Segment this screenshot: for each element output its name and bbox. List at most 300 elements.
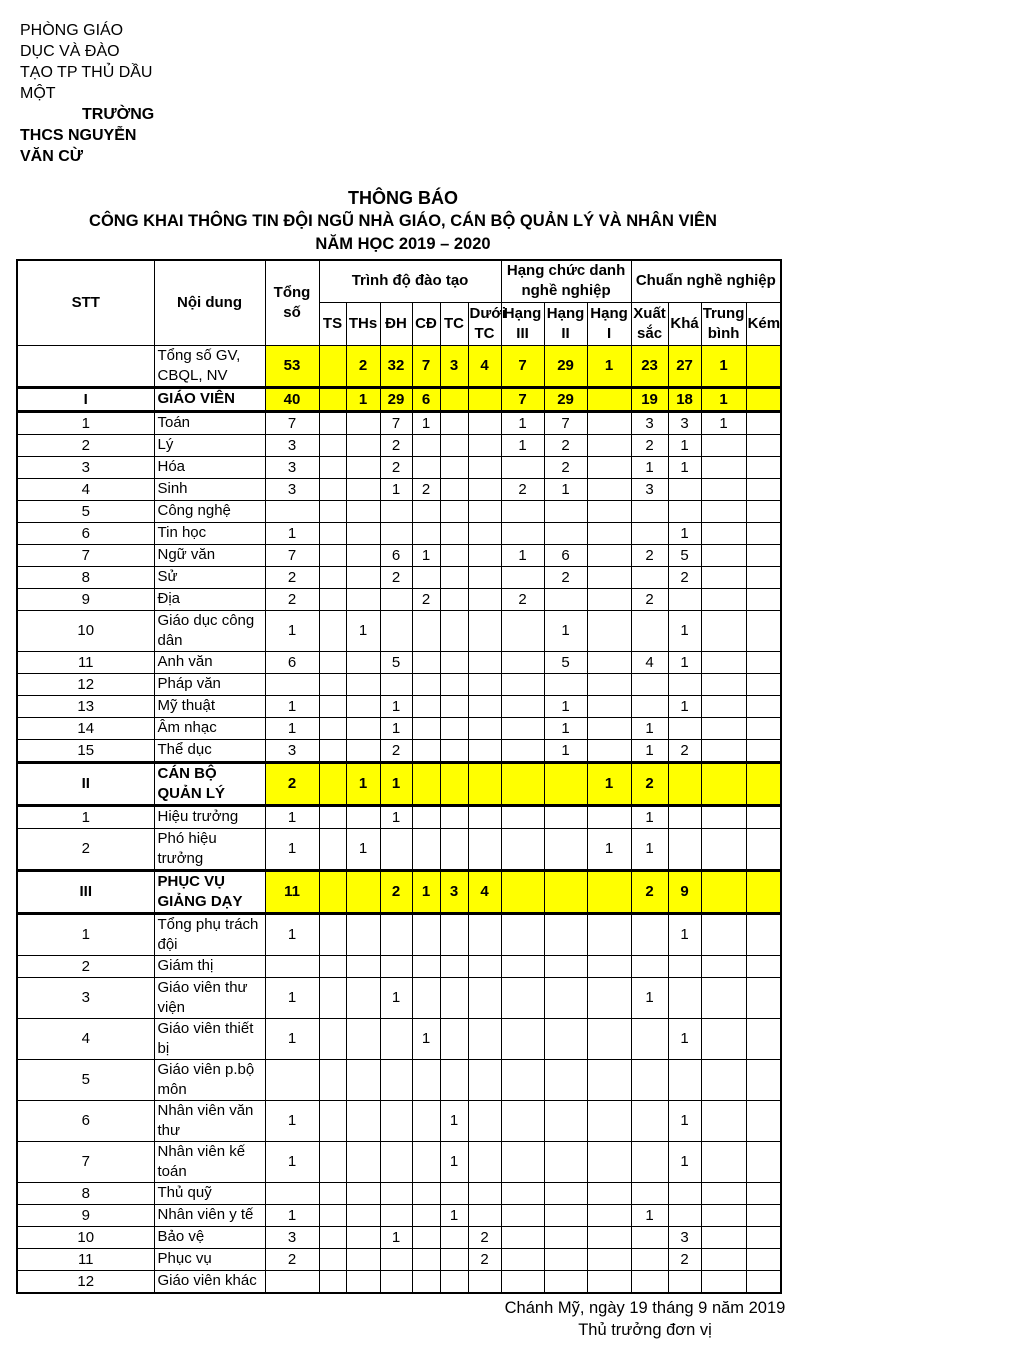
- cell-value: [346, 522, 380, 544]
- cell-stt: I: [17, 387, 154, 411]
- cell-value: [746, 955, 781, 977]
- cell-value: [346, 1059, 380, 1100]
- cell-value: [587, 717, 631, 739]
- cell-value: [468, 805, 501, 828]
- cell-value: [319, 1100, 346, 1141]
- cell-value: [346, 717, 380, 739]
- cell-value: 1: [440, 1100, 468, 1141]
- cell-value: [501, 1204, 544, 1226]
- cell-value: [746, 695, 781, 717]
- cell-value: [631, 500, 668, 522]
- cell-value: [544, 1182, 587, 1204]
- cell-value: [544, 870, 587, 913]
- cell-noi-dung: Tin học: [154, 522, 265, 544]
- column-header-xuat-sac: Xuất sắc: [631, 302, 668, 345]
- cell-value: [412, 913, 440, 955]
- table-row: [17, 1018, 781, 1059]
- document-content: [16, 259, 806, 1341]
- cell-value: [631, 1226, 668, 1248]
- cell-stt: 1: [17, 411, 154, 434]
- cell-value: [412, 762, 440, 805]
- table-row: [17, 673, 781, 695]
- cell-value: [319, 651, 346, 673]
- cell-value: 53: [265, 345, 319, 387]
- cell-value: 1: [265, 717, 319, 739]
- cell-stt: 7: [17, 544, 154, 566]
- cell-value: 1: [544, 695, 587, 717]
- table-row: [17, 566, 781, 588]
- cell-value: 23: [631, 345, 668, 387]
- column-header-duoi-tc: Dưới TC: [468, 302, 501, 345]
- cell-value: [668, 717, 701, 739]
- cell-value: [468, 828, 501, 870]
- cell-value: [631, 610, 668, 651]
- cell-value: [587, 610, 631, 651]
- column-header-tong-so: Tổng số: [265, 260, 319, 345]
- cell-value: [380, 522, 412, 544]
- cell-value: [412, 1248, 440, 1270]
- cell-value: [440, 1182, 468, 1204]
- cell-value: [346, 1248, 380, 1270]
- issuing-office-line: DỤC VÀ ĐÀO: [20, 43, 120, 60]
- cell-value: [319, 1059, 346, 1100]
- cell-value: [440, 805, 468, 828]
- cell-value: [631, 1100, 668, 1141]
- cell-value: 2: [412, 588, 440, 610]
- cell-value: 29: [544, 387, 587, 411]
- cell-value: [440, 695, 468, 717]
- cell-value: [440, 566, 468, 588]
- cell-noi-dung: PHỤC VỤ GIẢNG DẠY: [154, 870, 265, 913]
- cell-value: [587, 651, 631, 673]
- table-row: [17, 695, 781, 717]
- cell-value: [319, 977, 346, 1018]
- cell-noi-dung: Giáo dục công dân: [154, 610, 265, 651]
- cell-value: [468, 411, 501, 434]
- cell-value: [746, 434, 781, 456]
- cell-stt: 13: [17, 695, 154, 717]
- cell-noi-dung: Giáo viên p.bộ môn: [154, 1059, 265, 1100]
- cell-value: [468, 762, 501, 805]
- column-header-dh: ĐH: [380, 302, 412, 345]
- cell-value: 3: [631, 411, 668, 434]
- cell-value: [544, 913, 587, 955]
- cell-value: [746, 478, 781, 500]
- cell-value: [412, 955, 440, 977]
- cell-value: [265, 500, 319, 522]
- cell-value: 1: [440, 1141, 468, 1182]
- cell-value: 1: [631, 717, 668, 739]
- cell-value: [544, 1018, 587, 1059]
- table-row: [17, 387, 781, 411]
- cell-value: [440, 913, 468, 955]
- cell-stt: III: [17, 870, 154, 913]
- cell-value: [440, 651, 468, 673]
- column-header-hang-i: Hạng I: [587, 302, 631, 345]
- table-row: [17, 345, 781, 387]
- cell-value: [346, 544, 380, 566]
- cell-value: 1: [631, 1204, 668, 1226]
- cell-value: [319, 522, 346, 544]
- cell-value: [631, 955, 668, 977]
- cell-value: [746, 411, 781, 434]
- cell-value: 1: [501, 544, 544, 566]
- cell-value: [668, 762, 701, 805]
- cell-value: [746, 1141, 781, 1182]
- cell-value: [412, 739, 440, 762]
- cell-value: [668, 805, 701, 828]
- cell-value: [668, 1270, 701, 1293]
- table-row: [17, 411, 781, 434]
- cell-value: [346, 651, 380, 673]
- cell-value: [631, 1141, 668, 1182]
- staff-table-body: [17, 345, 781, 1293]
- cell-value: 1: [668, 434, 701, 456]
- table-row: [17, 544, 781, 566]
- table-row: [17, 651, 781, 673]
- cell-value: [468, 673, 501, 695]
- cell-value: [380, 1100, 412, 1141]
- cell-value: [631, 1270, 668, 1293]
- cell-value: [440, 739, 468, 762]
- cell-value: [587, 1059, 631, 1100]
- cell-value: [468, 588, 501, 610]
- cell-value: [468, 1100, 501, 1141]
- cell-value: [587, 1018, 631, 1059]
- cell-value: 3: [668, 411, 701, 434]
- cell-value: [587, 977, 631, 1018]
- cell-value: 1: [587, 345, 631, 387]
- cell-value: 2: [380, 739, 412, 762]
- signature-title: Thủ trưởng đơn vị: [578, 1320, 712, 1339]
- cell-noi-dung: Nhân viên văn thư: [154, 1100, 265, 1141]
- cell-stt: 12: [17, 673, 154, 695]
- cell-value: [501, 673, 544, 695]
- cell-value: [544, 1270, 587, 1293]
- cell-value: [468, 434, 501, 456]
- school-year: NĂM HỌC 2019 – 2020: [315, 235, 491, 253]
- cell-value: [468, 456, 501, 478]
- cell-value: [468, 1141, 501, 1182]
- cell-value: 4: [631, 651, 668, 673]
- table-row: [17, 828, 781, 870]
- cell-value: 7: [265, 544, 319, 566]
- cell-stt: 2: [17, 955, 154, 977]
- cell-value: [380, 955, 412, 977]
- cell-value: [319, 1182, 346, 1204]
- cell-value: [587, 1248, 631, 1270]
- cell-value: 1: [380, 478, 412, 500]
- column-group-hang-chuc-danh: Hạng chức danh nghề nghiệp: [501, 260, 631, 302]
- cell-value: [468, 1182, 501, 1204]
- cell-value: [587, 478, 631, 500]
- cell-value: 1: [265, 977, 319, 1018]
- table-row: [17, 1270, 781, 1293]
- cell-value: [412, 977, 440, 1018]
- cell-value: [746, 544, 781, 566]
- cell-value: [440, 828, 468, 870]
- cell-value: [701, 1270, 746, 1293]
- cell-value: [631, 673, 668, 695]
- cell-value: 1: [701, 387, 746, 411]
- cell-value: 4: [468, 345, 501, 387]
- cell-value: 2: [265, 566, 319, 588]
- cell-value: 2: [468, 1226, 501, 1248]
- cell-value: 1: [346, 762, 380, 805]
- cell-value: [544, 762, 587, 805]
- cell-noi-dung: Giáo viên khác: [154, 1270, 265, 1293]
- cell-value: [346, 739, 380, 762]
- cell-value: [346, 1226, 380, 1248]
- cell-value: [746, 673, 781, 695]
- cell-value: 3: [265, 739, 319, 762]
- cell-value: [746, 762, 781, 805]
- cell-value: 1: [544, 610, 587, 651]
- cell-value: [468, 1059, 501, 1100]
- cell-stt: 4: [17, 478, 154, 500]
- cell-value: [587, 500, 631, 522]
- cell-noi-dung: Sinh: [154, 478, 265, 500]
- table-row: [17, 610, 781, 651]
- cell-value: [587, 411, 631, 434]
- cell-value: [501, 828, 544, 870]
- cell-value: 6: [544, 544, 587, 566]
- cell-value: 5: [668, 544, 701, 566]
- cell-noi-dung: Giáo viên thiết bị: [154, 1018, 265, 1059]
- cell-value: [380, 610, 412, 651]
- cell-value: [412, 500, 440, 522]
- cell-value: 2: [380, 456, 412, 478]
- cell-value: 1: [501, 434, 544, 456]
- cell-value: [587, 456, 631, 478]
- column-header-cd: CĐ: [412, 302, 440, 345]
- cell-value: [319, 1270, 346, 1293]
- cell-value: [265, 1059, 319, 1100]
- table-row: [17, 805, 781, 828]
- cell-noi-dung: Toán: [154, 411, 265, 434]
- cell-noi-dung: CÁN BỘ QUẢN LÝ: [154, 762, 265, 805]
- cell-stt: 10: [17, 610, 154, 651]
- cell-value: [746, 1059, 781, 1100]
- cell-value: [668, 1204, 701, 1226]
- cell-value: [380, 1059, 412, 1100]
- cell-noi-dung: Phục vụ: [154, 1248, 265, 1270]
- cell-value: 2: [668, 566, 701, 588]
- cell-value: [701, 434, 746, 456]
- cell-value: 3: [265, 478, 319, 500]
- cell-value: [501, 977, 544, 1018]
- cell-value: [746, 717, 781, 739]
- cell-value: 1: [587, 828, 631, 870]
- table-row: [17, 1226, 781, 1248]
- cell-value: [746, 345, 781, 387]
- cell-value: [746, 913, 781, 955]
- cell-value: [346, 1270, 380, 1293]
- cell-value: [544, 1226, 587, 1248]
- cell-noi-dung: Sử: [154, 566, 265, 588]
- cell-value: [319, 762, 346, 805]
- cell-noi-dung: Lý: [154, 434, 265, 456]
- cell-value: [701, 500, 746, 522]
- cell-value: [412, 1059, 440, 1100]
- cell-value: 1: [544, 717, 587, 739]
- cell-value: 1: [412, 411, 440, 434]
- cell-value: [412, 695, 440, 717]
- cell-value: [440, 588, 468, 610]
- cell-value: [346, 500, 380, 522]
- cell-value: [412, 1204, 440, 1226]
- cell-value: [380, 1182, 412, 1204]
- table-row: [17, 456, 781, 478]
- cell-value: [701, 1204, 746, 1226]
- cell-value: [701, 610, 746, 651]
- table-row: [17, 434, 781, 456]
- cell-value: [319, 673, 346, 695]
- cell-value: [468, 1270, 501, 1293]
- cell-stt: 1: [17, 913, 154, 955]
- cell-value: [501, 913, 544, 955]
- cell-value: 3: [440, 345, 468, 387]
- cell-value: [746, 828, 781, 870]
- cell-stt: 15: [17, 739, 154, 762]
- school-name-line: VĂN CỪ: [20, 148, 84, 165]
- cell-stt: 8: [17, 1182, 154, 1204]
- cell-value: [746, 1100, 781, 1141]
- cell-value: [746, 500, 781, 522]
- cell-value: 40: [265, 387, 319, 411]
- cell-value: 1: [380, 695, 412, 717]
- cell-value: [746, 1270, 781, 1293]
- cell-value: 2: [265, 588, 319, 610]
- cell-value: [440, 1270, 468, 1293]
- cell-noi-dung: Nhân viên kế toán: [154, 1141, 265, 1182]
- cell-stt: II: [17, 762, 154, 805]
- table-row: [17, 1141, 781, 1182]
- cell-value: [440, 1226, 468, 1248]
- cell-value: [346, 977, 380, 1018]
- document-subtitle: CÔNG KHAI THÔNG TIN ĐỘI NGŨ NHÀ GIÁO, CÁN BỘ QUẢN LÝ VÀ NHÂN VIÊN: [89, 212, 717, 230]
- cell-value: [587, 739, 631, 762]
- cell-stt: 3: [17, 456, 154, 478]
- cell-stt: 2: [17, 434, 154, 456]
- cell-value: [501, 1270, 544, 1293]
- cell-value: [501, 651, 544, 673]
- cell-value: 1: [265, 1141, 319, 1182]
- column-header-tc: TC: [440, 302, 468, 345]
- cell-value: [265, 1182, 319, 1204]
- cell-noi-dung: Tổng phụ trách đội: [154, 913, 265, 955]
- cell-value: [746, 805, 781, 828]
- cell-value: 1: [631, 805, 668, 828]
- cell-stt: 6: [17, 522, 154, 544]
- cell-value: [587, 695, 631, 717]
- cell-value: [380, 913, 412, 955]
- cell-value: [501, 566, 544, 588]
- cell-value: 1: [265, 805, 319, 828]
- cell-value: 18: [668, 387, 701, 411]
- cell-value: [701, 651, 746, 673]
- cell-value: 5: [380, 651, 412, 673]
- cell-value: [701, 1141, 746, 1182]
- cell-value: [544, 1141, 587, 1182]
- cell-value: 1: [265, 828, 319, 870]
- cell-value: [668, 955, 701, 977]
- cell-value: [319, 955, 346, 977]
- cell-value: [380, 588, 412, 610]
- letterhead: [20, 20, 180, 167]
- cell-value: [412, 828, 440, 870]
- cell-value: 1: [265, 1100, 319, 1141]
- cell-noi-dung: Hóa: [154, 456, 265, 478]
- cell-value: [668, 673, 701, 695]
- cell-value: 1: [701, 345, 746, 387]
- cell-value: [468, 739, 501, 762]
- cell-noi-dung: GIÁO VIÊN: [154, 387, 265, 411]
- cell-value: [501, 717, 544, 739]
- cell-value: 2: [468, 1248, 501, 1270]
- cell-value: [412, 522, 440, 544]
- cell-value: [440, 544, 468, 566]
- cell-value: [319, 739, 346, 762]
- cell-value: 1: [440, 1204, 468, 1226]
- cell-value: [346, 478, 380, 500]
- cell-value: 1: [668, 522, 701, 544]
- cell-value: 1: [544, 739, 587, 762]
- cell-value: [346, 1018, 380, 1059]
- cell-value: [587, 544, 631, 566]
- cell-value: [668, 828, 701, 870]
- cell-value: 1: [668, 456, 701, 478]
- cell-value: 7: [380, 411, 412, 434]
- cell-value: 1: [346, 610, 380, 651]
- table-row: [17, 500, 781, 522]
- cell-value: [412, 610, 440, 651]
- cell-stt: 9: [17, 588, 154, 610]
- table-row: [17, 522, 781, 544]
- cell-value: [440, 500, 468, 522]
- cell-value: [701, 717, 746, 739]
- cell-value: [346, 695, 380, 717]
- cell-value: [701, 805, 746, 828]
- cell-value: [380, 828, 412, 870]
- cell-value: [412, 456, 440, 478]
- cell-value: [346, 1182, 380, 1204]
- staff-table: [16, 259, 782, 1294]
- cell-value: [380, 673, 412, 695]
- cell-value: [746, 588, 781, 610]
- cell-value: [468, 695, 501, 717]
- cell-value: [701, 478, 746, 500]
- cell-value: 1: [701, 411, 746, 434]
- cell-value: [701, 913, 746, 955]
- cell-value: [319, 828, 346, 870]
- cell-value: [501, 739, 544, 762]
- cell-value: [544, 588, 587, 610]
- cell-value: 7: [501, 345, 544, 387]
- cell-stt: 1: [17, 805, 154, 828]
- cell-value: [631, 913, 668, 955]
- cell-value: [701, 955, 746, 977]
- cell-value: [346, 805, 380, 828]
- cell-value: 29: [380, 387, 412, 411]
- cell-stt: 12: [17, 1270, 154, 1293]
- cell-value: [746, 456, 781, 478]
- cell-noi-dung: Công nghệ: [154, 500, 265, 522]
- cell-noi-dung: Hiệu trưởng: [154, 805, 265, 828]
- cell-stt: 5: [17, 1059, 154, 1100]
- cell-value: [319, 717, 346, 739]
- cell-noi-dung: Bảo vệ: [154, 1226, 265, 1248]
